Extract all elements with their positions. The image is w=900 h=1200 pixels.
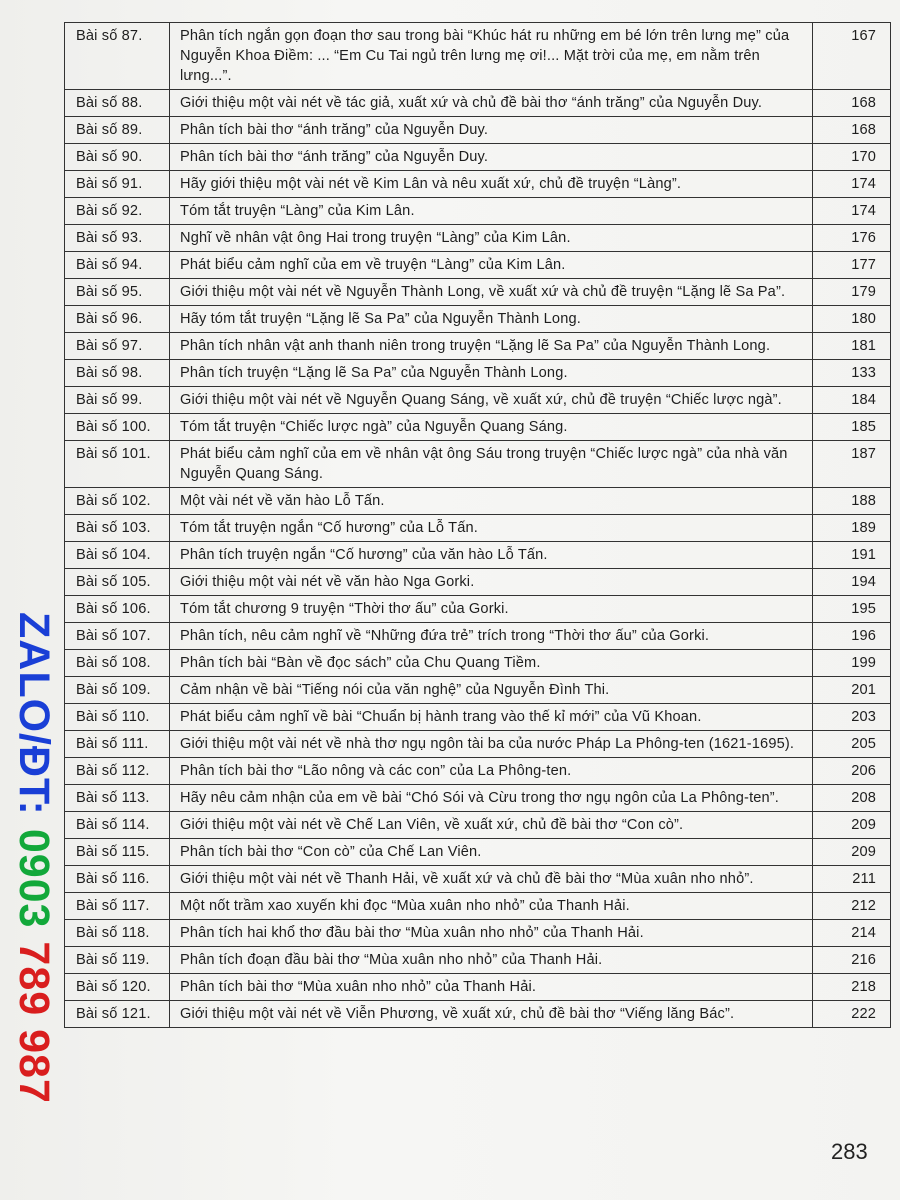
exercise-number: Bài số 98. xyxy=(65,360,170,387)
toc-row xyxy=(65,623,891,650)
exercise-number: Bài số 97. xyxy=(65,333,170,360)
page-ref: 187 xyxy=(813,441,891,488)
exercise-number: Bài số 89. xyxy=(65,117,170,144)
page-ref: 205 xyxy=(813,731,891,758)
page-ref: 185 xyxy=(813,414,891,441)
exercise-number: Bài số 112. xyxy=(65,758,170,785)
watermark-phone-part2: 789 987 xyxy=(10,941,58,1104)
toc-row xyxy=(65,731,891,758)
toc-row xyxy=(65,144,891,171)
exercise-number: Bài số 103. xyxy=(65,515,170,542)
toc-row xyxy=(65,1001,891,1028)
page-ref: 188 xyxy=(813,488,891,515)
exercise-title: Phát biểu cảm nghĩ của em về truyện “Làng” của Kim Lân. xyxy=(170,252,813,279)
exercise-number: Bài số 100. xyxy=(65,414,170,441)
exercise-number: Bài số 120. xyxy=(65,974,170,1001)
exercise-number: Bài số 87. xyxy=(65,23,170,90)
exercise-title: Giới thiệu một vài nét về Viễn Phương, về xuất xứ, chủ đề bài thơ “Viếng lăng Bác”. xyxy=(170,1001,813,1028)
page-ref: 194 xyxy=(813,569,891,596)
exercise-number: Bài số 111. xyxy=(65,731,170,758)
exercise-title: Phân tích bài thơ “Lão nông và các con” của La Phông-ten. xyxy=(170,758,813,785)
toc-row xyxy=(65,515,891,542)
exercise-title: Hãy giới thiệu một vài nét về Kim Lân và nêu xuất xứ, chủ đề truyện “Làng”. xyxy=(170,171,813,198)
exercise-number: Bài số 109. xyxy=(65,677,170,704)
exercise-title: Phân tích nhân vật anh thanh niên trong truyện “Lặng lẽ Sa Pa” của Nguyễn Thành Long. xyxy=(170,333,813,360)
watermark-phone-part1: 0903 xyxy=(10,828,58,942)
page-ref: 184 xyxy=(813,387,891,414)
exercise-title: Giới thiệu một vài nét về Nguyễn Thành Long, về xuất xứ và chủ đề truyện “Lặng lẽ Sa Pa”. xyxy=(170,279,813,306)
toc-row xyxy=(65,171,891,198)
toc-row xyxy=(65,198,891,225)
exercise-number: Bài số 101. xyxy=(65,441,170,488)
exercise-number: Bài số 108. xyxy=(65,650,170,677)
page-ref: 170 xyxy=(813,144,891,171)
page-ref: 209 xyxy=(813,812,891,839)
toc-row xyxy=(65,866,891,893)
exercise-number: Bài số 116. xyxy=(65,866,170,893)
toc-row xyxy=(65,306,891,333)
exercise-title: Phân tích bài thơ “Mùa xuân nho nhỏ” của Thanh Hải. xyxy=(170,974,813,1001)
page-ref: 191 xyxy=(813,542,891,569)
exercise-title: Tóm tắt chương 9 truyện “Thời thơ ấu” của Gorki. xyxy=(170,596,813,623)
exercise-number: Bài số 102. xyxy=(65,488,170,515)
exercise-number: Bài số 91. xyxy=(65,171,170,198)
exercise-title: Giới thiệu một vài nét về Nguyễn Quang Sáng, về xuất xứ, chủ đề truyện “Chiếc lược ngà”. xyxy=(170,387,813,414)
toc-row xyxy=(65,785,891,812)
exercise-title: Tóm tắt truyện “Làng” của Kim Lân. xyxy=(170,198,813,225)
exercise-number: Bài số 117. xyxy=(65,893,170,920)
exercise-title: Cảm nhận về bài “Tiếng nói của văn nghệ” của Nguyễn Đình Thi. xyxy=(170,677,813,704)
exercise-title: Một nốt trầm xao xuyến khi đọc “Mùa xuân nho nhỏ” của Thanh Hải. xyxy=(170,893,813,920)
toc-row xyxy=(65,279,891,306)
exercise-number: Bài số 95. xyxy=(65,279,170,306)
exercise-title: Giới thiệu một vài nét về tác giả, xuất xứ và chủ đề bài thơ “ánh trăng” của Nguyễn Duy. xyxy=(170,90,813,117)
toc-row xyxy=(65,812,891,839)
exercise-title: Phân tích đoạn đầu bài thơ “Mùa xuân nho nhỏ” của Thanh Hải. xyxy=(170,947,813,974)
exercise-title: Phân tích bài thơ “ánh trăng” của Nguyễn Duy. xyxy=(170,117,813,144)
exercise-number: Bài số 114. xyxy=(65,812,170,839)
toc-row xyxy=(65,225,891,252)
page-ref: 189 xyxy=(813,515,891,542)
watermark-label: ZALO/ĐT: xyxy=(10,612,58,829)
page-ref: 181 xyxy=(813,333,891,360)
toc-row xyxy=(65,893,891,920)
toc-row xyxy=(65,920,891,947)
exercise-title: Một vài nét về văn hào Lỗ Tấn. xyxy=(170,488,813,515)
toc-row xyxy=(65,704,891,731)
page-number: 283 xyxy=(831,1139,868,1164)
exercise-title: Tóm tắt truyện ngắn “Cố hương” của Lỗ Tấn. xyxy=(170,515,813,542)
exercise-number: Bài số 121. xyxy=(65,1001,170,1028)
page-ref: 177 xyxy=(813,252,891,279)
toc-row xyxy=(65,117,891,144)
toc-row xyxy=(65,414,891,441)
page-ref: 208 xyxy=(813,785,891,812)
exercise-title: Hãy nêu cảm nhận của em về bài “Chó Sói và Cừu trong thơ ngụ ngôn của La Phông-ten”. xyxy=(170,785,813,812)
exercise-title: Phát biểu cảm nghĩ về bài “Chuẩn bị hành trang vào thế kỉ mới” của Vũ Khoan. xyxy=(170,704,813,731)
exercise-title: Phân tích truyện “Lặng lẽ Sa Pa” của Nguyễn Thành Long. xyxy=(170,360,813,387)
toc-row xyxy=(65,596,891,623)
page-ref: 167 xyxy=(813,23,891,90)
page-ref: 214 xyxy=(813,920,891,947)
page-ref: 180 xyxy=(813,306,891,333)
exercise-title: Phát biểu cảm nghĩ của em về nhân vật ông Sáu trong truyện “Chiếc lược ngà” của nhà văn Nguyễn Quang Sáng. xyxy=(170,441,813,488)
exercise-title: Giới thiệu một vài nét về văn hào Nga Gorki. xyxy=(170,569,813,596)
toc-row xyxy=(65,441,891,488)
toc-row xyxy=(65,650,891,677)
exercise-title: Phân tích truyện ngắn “Cố hương” của văn hào Lỗ Tấn. xyxy=(170,542,813,569)
toc-row xyxy=(65,90,891,117)
toc-row xyxy=(65,333,891,360)
toc-row xyxy=(65,387,891,414)
toc-row xyxy=(65,839,891,866)
toc-row xyxy=(65,360,891,387)
page-ref: 201 xyxy=(813,677,891,704)
page-ref: 203 xyxy=(813,704,891,731)
toc-row xyxy=(65,542,891,569)
exercise-title: Hãy tóm tắt truyện “Lặng lẽ Sa Pa” của Nguyễn Thành Long. xyxy=(170,306,813,333)
toc-row xyxy=(65,947,891,974)
exercise-title: Tóm tắt truyện “Chiếc lược ngà” của Nguyễn Quang Sáng. xyxy=(170,414,813,441)
exercise-title: Giới thiệu một vài nét về nhà thơ ngụ ngôn tài ba của nước Pháp La Phông-ten (1621-1695). xyxy=(170,731,813,758)
exercise-number: Bài số 106. xyxy=(65,596,170,623)
exercise-number: Bài số 94. xyxy=(65,252,170,279)
page-ref: 212 xyxy=(813,893,891,920)
exercise-number: Bài số 90. xyxy=(65,144,170,171)
toc-row xyxy=(65,677,891,704)
toc-row xyxy=(65,569,891,596)
page-ref: 179 xyxy=(813,279,891,306)
exercise-number: Bài số 118. xyxy=(65,920,170,947)
page-ref: 168 xyxy=(813,117,891,144)
page-ref: 209 xyxy=(813,839,891,866)
exercise-number: Bài số 99. xyxy=(65,387,170,414)
exercise-title: Phân tích, nêu cảm nghĩ về “Những đứa trẻ” trích trong “Thời thơ ấu” của Gorki. xyxy=(170,623,813,650)
toc-row xyxy=(65,974,891,1001)
page-ref: 211 xyxy=(813,866,891,893)
exercise-number: Bài số 105. xyxy=(65,569,170,596)
exercise-number: Bài số 110. xyxy=(65,704,170,731)
page-ref: 199 xyxy=(813,650,891,677)
toc-row xyxy=(65,252,891,279)
exercise-number: Bài số 92. xyxy=(65,198,170,225)
exercise-number: Bài số 104. xyxy=(65,542,170,569)
toc-row xyxy=(65,23,891,90)
page-ref: 176 xyxy=(813,225,891,252)
toc-row xyxy=(65,758,891,785)
table-of-contents xyxy=(64,22,891,1028)
exercise-number: Bài số 115. xyxy=(65,839,170,866)
exercise-title: Phân tích ngắn gọn đoạn thơ sau trong bài “Khúc hát ru những em bé lớn trên lưng mẹ” của Nguyễn Khoa Điềm: ... “Em Cu Tai ngủ trên lưng mẹ ơi!... Mặt trời của mẹ, em nằm trên lưng...”. xyxy=(170,23,813,90)
exercise-number: Bài số 119. xyxy=(65,947,170,974)
page-ref: 168 xyxy=(813,90,891,117)
page-ref: 195 xyxy=(813,596,891,623)
page-ref: 222 xyxy=(813,1001,891,1028)
exercise-title: Phân tích bài thơ “ánh trăng” của Nguyễn Duy. xyxy=(170,144,813,171)
exercise-number: Bài số 107. xyxy=(65,623,170,650)
contact-watermark xyxy=(11,612,57,1104)
toc-body xyxy=(65,23,891,1028)
page-ref: 174 xyxy=(813,171,891,198)
toc-row xyxy=(65,488,891,515)
page-ref: 216 xyxy=(813,947,891,974)
exercise-number: Bài số 96. xyxy=(65,306,170,333)
exercise-title: Giới thiệu một vài nét về Chế Lan Viên, về xuất xứ, chủ đề bài thơ “Con cò”. xyxy=(170,812,813,839)
page-ref: 206 xyxy=(813,758,891,785)
exercise-title: Phân tích bài “Bàn về đọc sách” của Chu Quang Tiềm. xyxy=(170,650,813,677)
page-ref: 218 xyxy=(813,974,891,1001)
exercise-number: Bài số 93. xyxy=(65,225,170,252)
exercise-number: Bài số 113. xyxy=(65,785,170,812)
exercise-title: Phân tích bài thơ “Con cò” của Chế Lan Viên. xyxy=(170,839,813,866)
page-ref: 196 xyxy=(813,623,891,650)
page-ref: 174 xyxy=(813,198,891,225)
exercise-title: Nghĩ về nhân vật ông Hai trong truyện “Làng” của Kim Lân. xyxy=(170,225,813,252)
exercise-number: Bài số 88. xyxy=(65,90,170,117)
exercise-title: Giới thiệu một vài nét về Thanh Hải, về xuất xứ và chủ đề bài thơ “Mùa xuân nho nhỏ”. xyxy=(170,866,813,893)
exercise-title: Phân tích hai khổ thơ đầu bài thơ “Mùa xuân nho nhỏ” của Thanh Hải. xyxy=(170,920,813,947)
page-ref: 133 xyxy=(813,360,891,387)
